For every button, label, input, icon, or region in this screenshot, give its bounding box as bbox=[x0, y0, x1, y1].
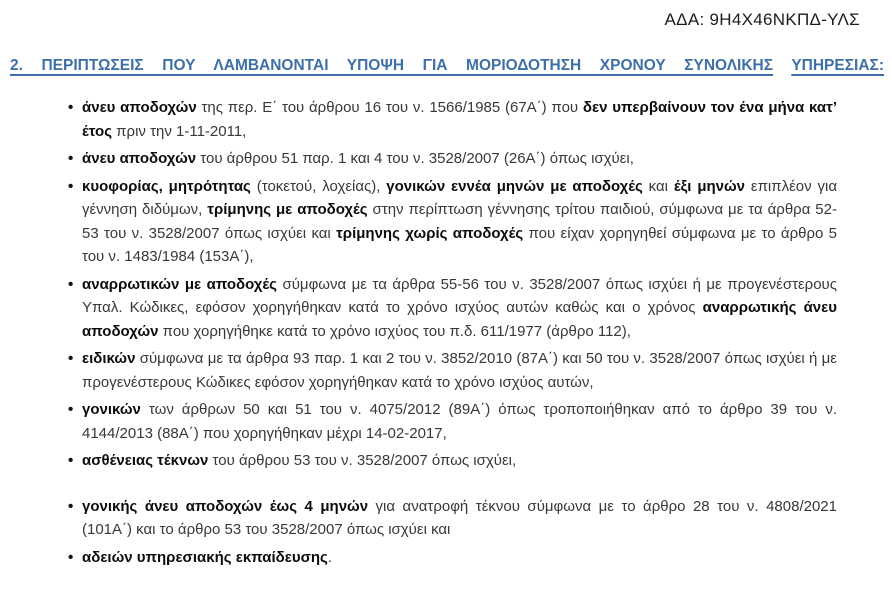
text-segment-bold: άνευ αποδοχών bbox=[82, 99, 197, 117]
text-segment: . bbox=[327, 548, 332, 566]
text-segment-bold: ασθένειας τέκνων bbox=[82, 452, 209, 470]
text-segment-bold: έξι μηνών bbox=[673, 177, 746, 195]
bullet-icon: • bbox=[68, 497, 74, 515]
text-segment: που είχαν χορηγηθεί σύμφωνα με το άρθρο 5 του ν. 1483/1984 (153Α΄), bbox=[82, 224, 837, 266]
list-item bbox=[68, 495, 837, 542]
text-segment-bold: αναρρωτικών με αποδοχές bbox=[82, 275, 277, 293]
text-segment: του άρθρου 51 παρ. 1 και 4 του ν. 3528/2007 (26Α΄) όπως ισχύει, bbox=[196, 150, 634, 168]
section-heading-tail: ΥΠΗΡΕΣΙΑΣ: bbox=[791, 57, 884, 74]
text-segment: των άρθρων 50 και 51 του ν. 4075/2012 (89Α΄) όπως τροποποιήθηκαν από το άρθρο 39 του ν. 4144/2013 (88Α΄) που χορηγήθηκαν μέχρι 14-02-2017, bbox=[82, 401, 837, 442]
text-segment-bold: ειδικών bbox=[82, 350, 136, 368]
list-item bbox=[68, 175, 837, 269]
bullet-icon: • bbox=[68, 548, 74, 566]
text-segment: πριν την 1-11-2011, bbox=[112, 122, 247, 140]
text-segment-bold: δεν υπερβαίνουν τον ένα μήνα κατ’ έτος bbox=[82, 99, 837, 140]
list-item bbox=[68, 347, 837, 394]
ada-number: ΑΔΑ: 9Η4Χ46ΝΚΠΔ-ΥΛΣ bbox=[664, 10, 860, 29]
text-segment-bold: άνευ αποδοχών bbox=[82, 150, 197, 168]
bullet-icon: • bbox=[68, 150, 74, 168]
text-segment-bold: κυοφορίας, μητρότητας bbox=[82, 177, 251, 195]
text-segment: (τοκετού, λοχείας), bbox=[250, 177, 387, 195]
bullet-icon: • bbox=[68, 99, 74, 117]
text-segment: στην περίπτωση γέννησης τρίτου παιδιού, σύμφωνα με τα άρθρα 52-53 του ν. 3528/2007 όπως ισχύει και bbox=[82, 201, 837, 242]
text-segment: για ανατροφή τέκνου σύμφωνα με το άρθρο 28 του ν. 4808/2021 (101Α΄) και το άρθρο 53 του 3528/2007 όπως ισχύει και bbox=[82, 497, 837, 539]
text-segment-bold: γονικής άνευ αποδοχών έως 4 μηνών bbox=[82, 497, 369, 515]
text-segment: του άρθρου 53 του ν. 3528/2007 όπως ισχύει, bbox=[208, 452, 517, 470]
bullet-icon: • bbox=[68, 275, 74, 293]
text-segment: σύμφωνα με τα άρθρα 93 παρ. 1 και 2 του ν. 3852/2010 (87Α΄) και 50 του ν. 3528/2007 όπως ισχύει ή με προγενέστερους Κώδικες εφόσον χορηγήθηκαν κατά το χρόνο ισχύος αυτών, bbox=[82, 350, 837, 391]
list-item bbox=[68, 449, 837, 473]
bullet-icon: • bbox=[68, 401, 74, 419]
bullet-list bbox=[68, 96, 837, 569]
text-segment: επιπλέον για γέννηση διδύμων, bbox=[82, 177, 837, 219]
text-segment: σύμφωνα με τα άρθρα 55-56 του ν. 3528/2007 όπως ισχύει ή με προγενέστερους Υπαλ. Κώδικες, εφόσον χορηγήθηκαν κατά το χρόνο ισχύος αυτών καθώς και ο χρόνος bbox=[82, 275, 837, 317]
text-segment-bold: τρίμηνης χωρίς αποδοχές bbox=[336, 224, 524, 242]
list-item bbox=[68, 96, 837, 143]
bullet-icon: • bbox=[68, 452, 74, 470]
list-item bbox=[68, 546, 837, 570]
list-item bbox=[68, 398, 837, 445]
list-item bbox=[68, 147, 837, 171]
text-segment: που χορηγήθηκε κατά το χρόνο ισχύος του π.δ. 611/1977 (άρθρο 112), bbox=[158, 322, 631, 340]
text-segment-bold: αναρρωτικής άνευ αποδοχών bbox=[82, 299, 837, 340]
section-heading bbox=[10, 56, 884, 76]
text-segment-bold: γονικών bbox=[82, 401, 141, 419]
text-segment: της περ. Ε΄ του άρθρου 16 του ν. 1566/1985 (67Α΄) που bbox=[196, 99, 583, 117]
bullet-icon: • bbox=[68, 350, 74, 368]
section-heading-main: 2. ΠΕΡΙΠΤΩΣΕΙΣ ΠΟΥ ΛΑΜΒΑΝΟΝΤΑΙ ΥΠΟΨΗ ΓΙΑ ΜΟΡΙΟΔΟΤΗΣΗ ΧΡΟΝΟΥ ΣΥΝΟΛΙΚΗΣ bbox=[10, 57, 774, 74]
text-segment: και bbox=[642, 177, 674, 195]
text-segment-bold: αδειών υπηρεσιακής εκπαίδευσης bbox=[82, 548, 328, 566]
list-item bbox=[68, 273, 837, 344]
text-segment-bold: γονικών εννέα μηνών με αποδοχές bbox=[386, 177, 643, 195]
text-segment-bold: τρίμηνης με αποδοχές bbox=[207, 201, 368, 219]
bullet-icon: • bbox=[68, 177, 74, 195]
